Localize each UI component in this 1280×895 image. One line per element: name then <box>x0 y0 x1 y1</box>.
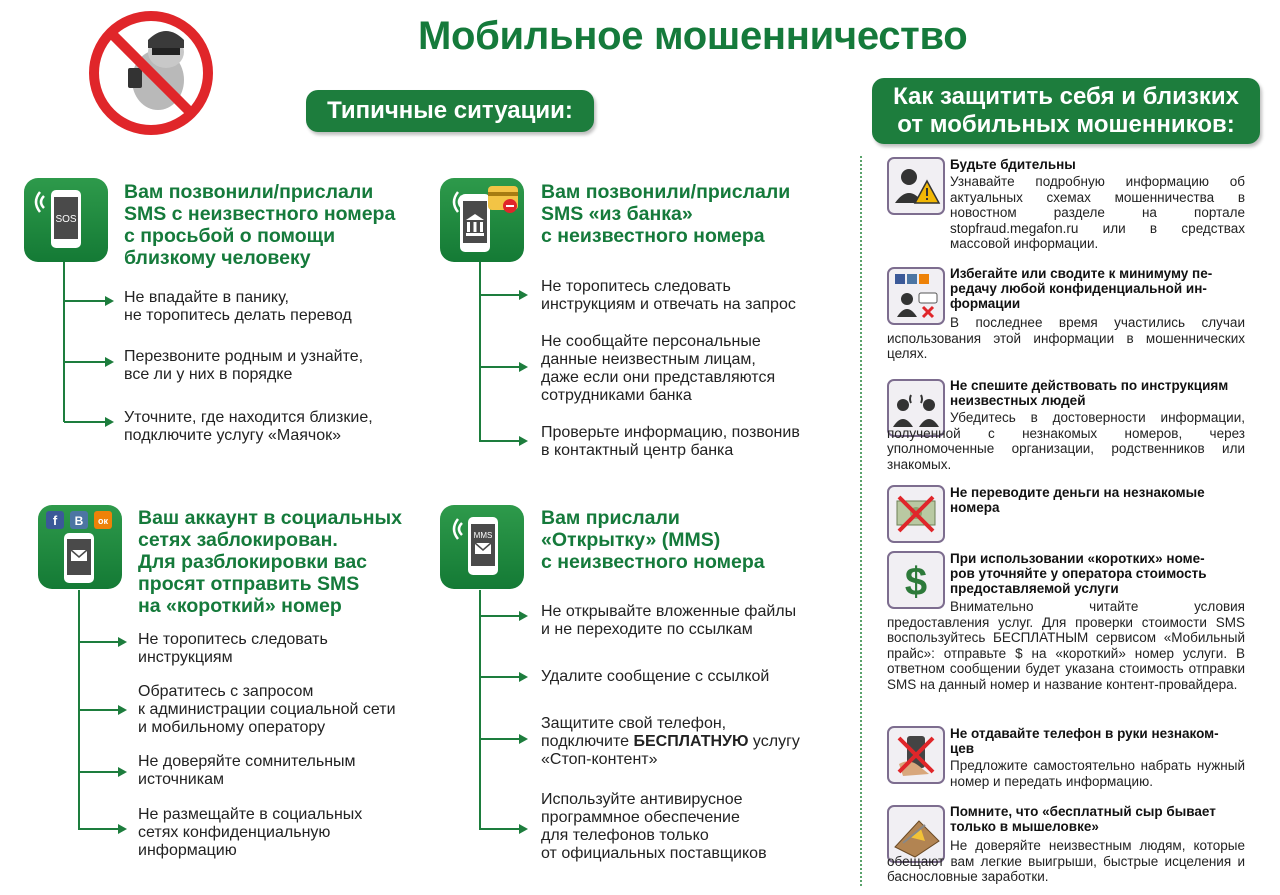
tip: Уточните, где находится близкие, подключите услугу «Маячок» <box>124 409 373 444</box>
sos-label: SOS <box>55 214 77 225</box>
arrow <box>480 366 526 368</box>
arrow <box>480 615 526 617</box>
advice-heading: Помните, что «бесплатный сыр бывает только в мышеловке» <box>950 804 1216 834</box>
protect-header <box>872 78 1260 144</box>
typical-situations-label: Типичные ситуации: <box>327 97 573 124</box>
arrow <box>480 294 526 296</box>
bank-phone-icon <box>440 178 524 262</box>
tip: Не открывайте вложенные файлы и не переходите по ссылкам <box>541 603 797 638</box>
social-phone-icon <box>38 505 122 589</box>
advice-body: Внимательно читайте условия предоставления услуг. Для проверки стоимости SMS воспользуйтесь БЕСПЛАТНЫМ сервисом «Мобильный прайс»: отправьте $ на «короткий» номер услуги. В ответном сообщении будет указана стоимость отправки SMS на данный номер и название контент-провайдера. <box>887 599 1245 692</box>
situation-title: Вам позвонили/прислали SMS «из банка» с неизвестного номера <box>541 181 791 247</box>
arrow <box>79 641 125 643</box>
warning-person-icon <box>887 157 945 215</box>
mms-phone-icon <box>440 505 524 589</box>
advice-body: Не доверяйте неизвестным людям, которые обещают вам легкие выигрыши, быстрые исцеления и баснословные заработки. <box>887 838 1245 885</box>
tip: Не доверяйте сомнительным источникам <box>138 753 356 788</box>
protect-header-line2: от мобильных мошенников: <box>897 111 1235 138</box>
ok-label: ок <box>97 516 109 526</box>
advice-heading: Не переводите деньги на незнакомые номера <box>950 485 1205 515</box>
facebook-label: f <box>52 513 58 528</box>
advice-heading: Избегайте или сводите к минимуму пе- редачу любой конфиденциальной ин- формации <box>950 266 1213 311</box>
advice-body: В последнее время участились случаи использования этой информации в мошеннических целях. <box>887 315 1245 362</box>
situation-title: Вам прислали «Открытку» (MMS) с неизвестного номера <box>541 507 765 573</box>
arrow <box>64 300 112 302</box>
arrow <box>480 676 526 678</box>
tip: Не размещайте в социальных сетях конфиденциальную информацию <box>138 806 363 859</box>
arrow <box>79 709 125 711</box>
advice-heading: Не спешите действовать по инструкциям неизвестных людей <box>950 378 1229 408</box>
mms-label: MMS <box>473 531 493 540</box>
arrow <box>64 361 112 363</box>
tip: Обратитесь с запросом к администрации социальной сети и мобильному оператору <box>138 683 396 736</box>
situation-title: Ваш аккаунт в социальных сетях заблокирован. Для разблокировки вас просят отправить SMS на «короткий» номер <box>138 507 403 617</box>
tip: Используйте антивирусное программное обеспечение для телефонов только от официальных поставщиков <box>541 791 767 862</box>
arrow <box>79 828 125 830</box>
tip: Перезвоните родным и узнайте, все ли у них в порядке <box>124 348 364 383</box>
tree-line <box>63 262 65 422</box>
no-phone-hand-icon <box>887 726 945 784</box>
tip: Удалите сообщение с ссылкой <box>541 668 770 685</box>
arrow <box>480 738 526 740</box>
page-title: Мобильное мошенничество <box>418 14 968 58</box>
tree-line <box>479 262 481 442</box>
tip: Не сообщайте персональные данные неизвестным лицам, даже если они представляются сотрудниками банка <box>541 333 776 404</box>
column-divider <box>860 156 862 886</box>
advice-body: Узнавайте подробную информацию об актуальных схемах мошенничества в новостном разделе на портале stopfraud.megafon.ru или в средствах массовой информации. <box>950 174 1245 252</box>
tip: Защитите свой телефон, подключите БЕСПЛАТНУЮ услугу «Стоп-контент» <box>541 715 800 768</box>
arrow <box>64 421 112 423</box>
no-money-icon <box>887 485 945 543</box>
arrow <box>480 828 526 830</box>
svg-text:$: $ <box>904 560 928 604</box>
situation-title: Вам позвонили/прислали SMS с неизвестного номера с просьбой о помощи близкому человеку <box>124 181 396 269</box>
advice-body: Убедитесь в достоверности информации, полученной с незнакомых номеров, через уполномоченные организации, родственников или знакомых. <box>887 410 1245 472</box>
vk-label: В <box>74 514 84 528</box>
tip: Проверьте информацию, позвонив в контактный центр банка <box>541 424 800 459</box>
tip: Не впадайте в панику, не торопитесь делать перевод <box>124 289 352 324</box>
advice-heading: При использовании «коротких» номе- ров уточняйте у оператора стоимость предоставляемой услуги <box>950 551 1207 596</box>
sos-phone-icon <box>24 178 108 262</box>
no-thief-logo-icon <box>88 10 214 136</box>
protect-header-line1: Как защитить себя и близких <box>893 83 1239 110</box>
arrow <box>79 771 125 773</box>
advice-heading: Будьте бдительны <box>950 157 1076 172</box>
tree-line <box>479 590 481 830</box>
advice-heading: Не отдавайте телефон в руки незнаком- цев <box>950 726 1219 756</box>
tip: Не торопитесь следовать инструкциям и отвечать на запрос <box>541 278 796 313</box>
typical-situations-header <box>306 90 594 132</box>
advice-body: Предложите самостоятельно набрать нужный номер и передать информацию. <box>950 758 1245 789</box>
tip: Не торопитесь следовать инструкциям <box>138 631 328 666</box>
arrow <box>480 440 526 442</box>
